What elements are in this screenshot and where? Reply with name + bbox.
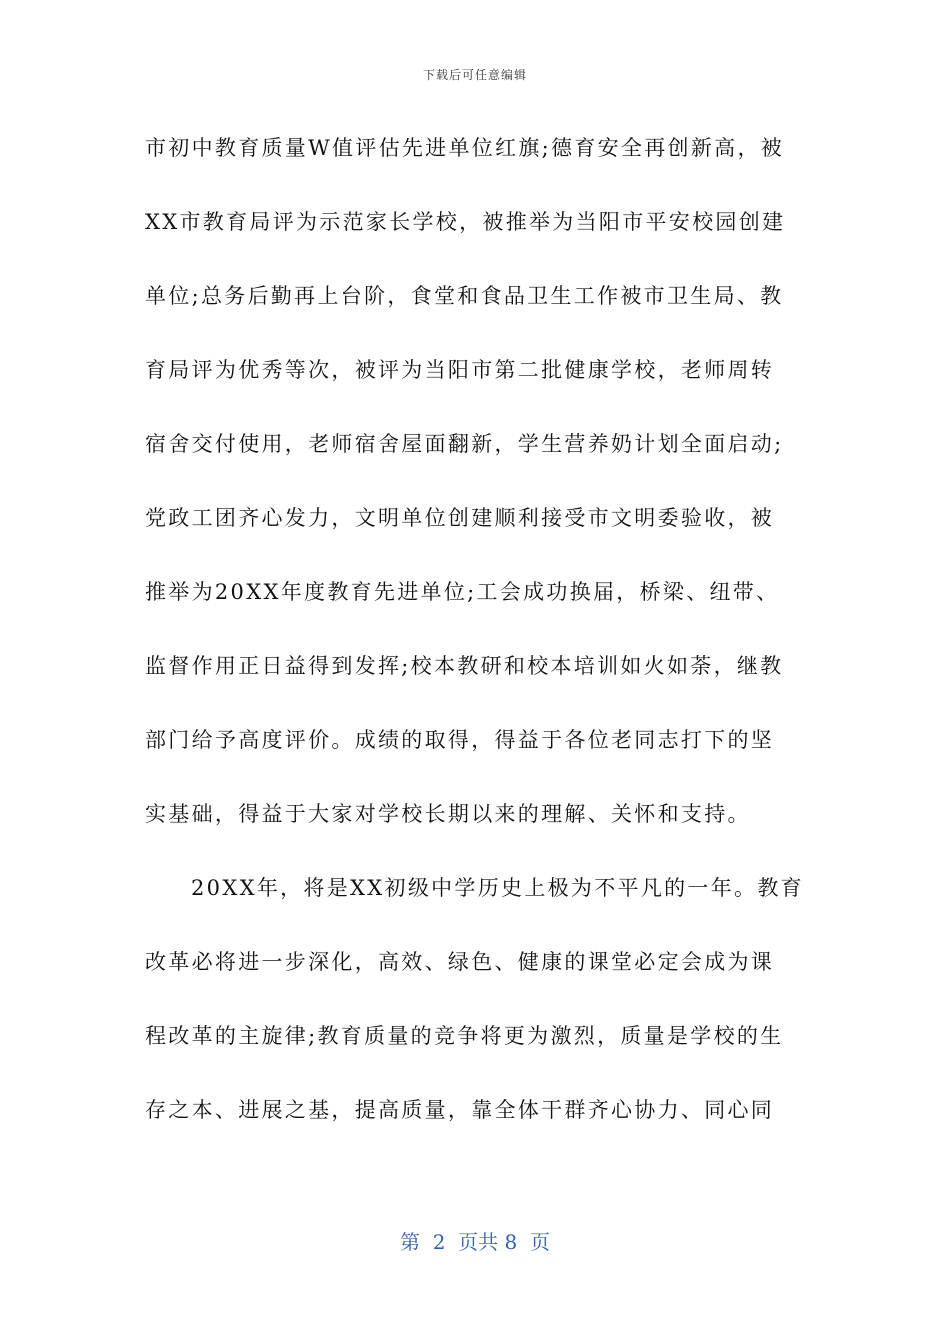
- text-line: 育局评为优秀等次，被评为当阳市第二批健康学校，老师周转: [145, 358, 775, 382]
- text-line: XX市教育局评为示范家长学校，被推举为当阳市平安校园创建: [145, 210, 786, 234]
- text-line: 改革必将进一步深化，高效、绿色、健康的课堂必定会成为课: [145, 950, 775, 974]
- text-line: 程改革的主旋律;教育质量的竞争将更为激烈，质量是学校的生: [145, 1024, 784, 1048]
- text-line: 存之本、进展之基，提高质量，靠全体干群齐心协力、同心同: [145, 1098, 775, 1122]
- text-line: 实基础，得益于大家对学校长期以来的理解、关怀和支持。: [145, 802, 751, 826]
- text-line: 单位;总务后勤再上台阶，食堂和食品卫生工作被市卫生局、教: [145, 284, 784, 308]
- page-number-footer: 第 2 页共 8 页: [400, 1230, 550, 1254]
- text-line: 党政工团齐心发力，文明单位创建顺利接受市文明委验收，被: [145, 506, 775, 530]
- text-line: 推举为20XX年度教育先进单位;工会成功换届，桥梁、纽带、: [145, 580, 780, 604]
- text-line: 宿舍交付使用，老师宿舍屋面翻新，学生营养奶计划全面启动;: [145, 432, 784, 456]
- text-line: 市初中教育质量W值评估先进单位红旗;德育安全再创新高，被: [145, 136, 785, 160]
- text-line: 部门给予高度评价。成绩的取得，得益于各位老同志打下的坚: [145, 728, 775, 752]
- document-body: [145, 121, 810, 1157]
- header-note: 下载后可任意编辑: [422, 68, 527, 82]
- text-line: 监督作用正日益得到发挥;校本教研和校本培训如火如荼，继教: [145, 654, 784, 678]
- paragraph-start-line: 20XX年，将是XX初级中学历史上极为不平凡的一年。教育: [191, 876, 804, 900]
